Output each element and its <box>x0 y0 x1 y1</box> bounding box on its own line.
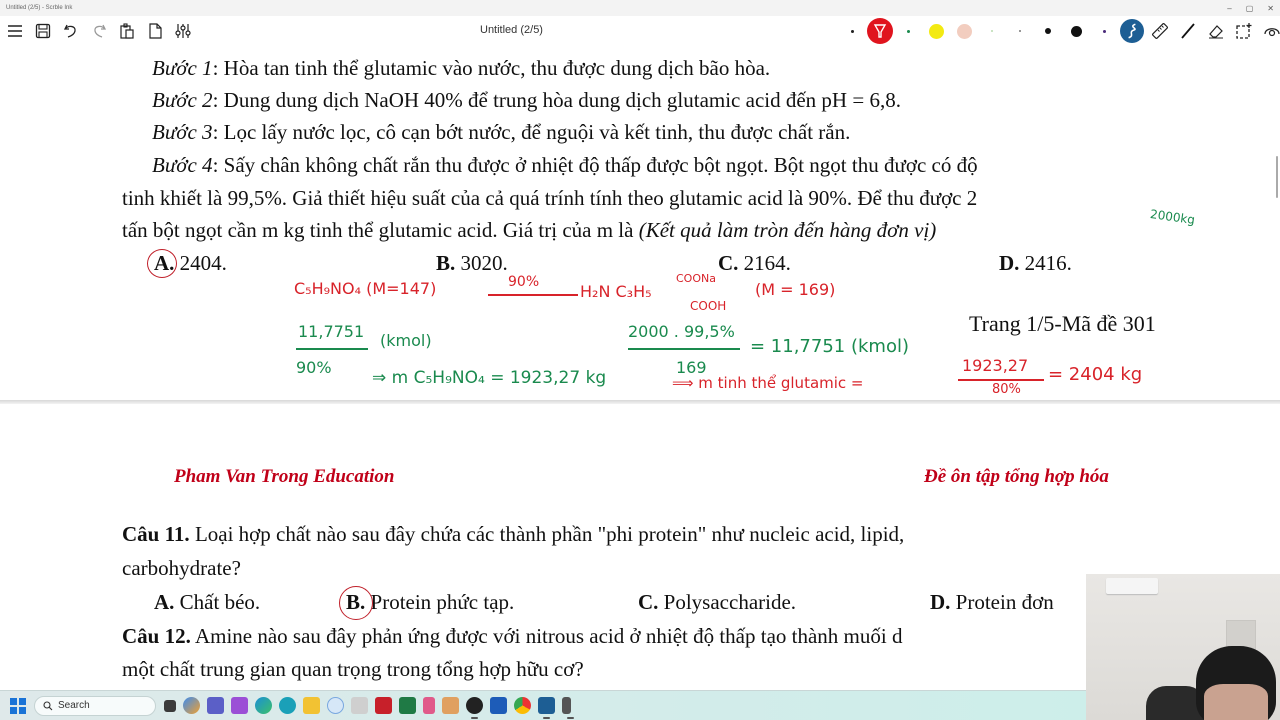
option-label: C. <box>638 590 659 614</box>
ink-note-2000kg: 2000kg <box>1149 206 1196 228</box>
pen-yellow[interactable] <box>922 17 950 45</box>
menu-button[interactable] <box>4 19 26 43</box>
paint-icon[interactable] <box>442 697 459 714</box>
q11-option-a[interactable] <box>154 590 260 615</box>
step-3 <box>152 120 850 145</box>
paste-icon <box>118 22 136 40</box>
ink-frac2-result: = 11,7751 (kmol) <box>750 336 909 357</box>
step-4-text: : Sấy chân không chất rắn thu được ở nhiệt độ thấp được bột ngọt. Bột ngọt thu được có độ <box>212 153 978 177</box>
clipchamp-icon[interactable] <box>231 697 248 714</box>
selection-button[interactable] <box>1230 17 1258 45</box>
pen-large-black[interactable] <box>1062 17 1090 45</box>
q11-option-c[interactable] <box>638 590 796 615</box>
question-11-line-2: carbohydrate? <box>122 556 241 580</box>
line-icon <box>1179 22 1197 40</box>
file-explorer-icon[interactable] <box>303 697 320 714</box>
ink-frac2-den: 169 <box>676 358 707 377</box>
step-1-text: : Hòa tan tinh thể glutamic vào nước, thu được dung dịch bão hòa. <box>212 56 771 80</box>
page-header-right: Đề ôn tập tổng hợp hóa <box>924 466 1109 487</box>
lasso-button[interactable] <box>1258 17 1280 45</box>
ruler-icon <box>1151 22 1169 40</box>
question-12-text: Amine nào sau đây phản ứng được với nitrous acid ở nhiệt độ thấp tạo thành muối d <box>190 624 903 648</box>
new-page-button[interactable] <box>144 19 166 43</box>
ink-result-1: ⇒ m C₅H₉NO₄ = 1923,27 kg <box>372 368 607 388</box>
answer-circle-b <box>339 586 373 620</box>
question-11-label: Câu 11. <box>122 522 190 546</box>
document-title: Untitled (2/5) <box>480 24 543 36</box>
ruler-button[interactable] <box>1146 17 1174 45</box>
ink-frac1-bar <box>296 348 368 350</box>
ink-frac3-num: 1923,27 <box>962 356 1029 375</box>
acrobat-icon[interactable] <box>375 697 392 714</box>
step-1-label: Bước 1 <box>152 56 213 80</box>
option-label: D. <box>999 251 1020 275</box>
ink-frac2-bar <box>628 348 740 350</box>
copilot-icon[interactable] <box>183 697 200 714</box>
new-page-icon <box>146 22 164 40</box>
pen-gray[interactable] <box>1006 17 1034 45</box>
answer-circle-a <box>147 249 177 278</box>
option-label: C. <box>718 251 739 275</box>
eraser-icon <box>1207 22 1225 40</box>
pen-peach[interactable] <box>950 17 978 45</box>
save-icon <box>34 22 52 40</box>
start-button[interactable] <box>10 698 26 714</box>
settings-sliders-icon <box>174 22 192 40</box>
pen-palette <box>838 17 1280 45</box>
vertical-scrollbar[interactable] <box>1276 156 1278 198</box>
question-line-5: tinh khiết là 99,5%. Giả thiết hiệu suất của cả quá trính tính theo glutamic acid là 90%. Để thu được 2 <box>122 186 978 210</box>
ink-frac1-unit: (kmol) <box>380 331 432 350</box>
undo-icon <box>62 22 80 40</box>
app-toolbar <box>0 16 1280 46</box>
ink-final-answer: = 2404 kg <box>1048 364 1143 385</box>
obs-icon[interactable] <box>466 697 483 714</box>
option-value: 2416. <box>1019 251 1072 275</box>
ink-result-2-label: ⟹ m tinh thể glutamic = <box>672 374 864 392</box>
settings-app-icon[interactable] <box>279 697 296 714</box>
ink-product-branch-1: COONa <box>676 272 716 285</box>
option-value: Protein đơn <box>950 590 1054 614</box>
option-value: 3020. <box>455 251 508 275</box>
line-button[interactable] <box>1174 17 1202 45</box>
pen-red-highlighter[interactable] <box>866 17 894 45</box>
paste-button[interactable] <box>116 19 138 43</box>
q10-option-b[interactable] <box>436 251 508 276</box>
ink-product-mass: (M = 169) <box>755 280 836 299</box>
step-4-label: Bước 4 <box>152 153 213 177</box>
step-1 <box>152 56 770 81</box>
question-line-6-text: tấn bột ngọt cần m kg tinh thể glutamic acid. Giá trị của m là <box>122 218 639 242</box>
option-label: D. <box>930 590 951 614</box>
minimize-button[interactable]: – <box>1227 3 1232 13</box>
ink-reactant: C₅H₉NO₄ (M=147) <box>294 279 437 298</box>
pen-tiny-green[interactable] <box>894 17 922 45</box>
step-2-label: Bước 2 <box>152 88 213 112</box>
step-3-label: Bước 3 <box>152 120 213 144</box>
freehand-ink-button[interactable] <box>1118 17 1146 45</box>
ink-frac3-bar <box>958 379 1044 381</box>
option-label: A. <box>154 251 175 275</box>
selection-icon <box>1235 22 1253 40</box>
ink-reaction-arrow <box>488 294 578 296</box>
option-label: A. <box>154 590 175 614</box>
presenter-face <box>1204 684 1268 720</box>
page-header-left: Pham Van Trong Education <box>174 466 395 487</box>
chrome-icon[interactable] <box>514 697 531 714</box>
window-titlebar <box>0 0 1280 16</box>
word-icon[interactable] <box>490 697 507 714</box>
phone-link-icon[interactable] <box>562 697 571 714</box>
excel-icon[interactable] <box>399 697 416 714</box>
q11-option-d[interactable] <box>930 590 1054 615</box>
ink-product: H₂N C₃H₅ <box>580 282 652 301</box>
scrble-ink-icon[interactable] <box>538 697 555 714</box>
question-12-line-2: một chất trung gian quan trọng trong tổng hợp hữu cơ? <box>122 657 584 681</box>
snipping-tool-icon[interactable] <box>423 697 435 714</box>
ink-frac3-den: 80% <box>992 382 1021 397</box>
option-label: B. <box>436 251 456 275</box>
lasso-icon <box>1263 22 1280 40</box>
ink-arrow-label: 90% <box>508 274 540 290</box>
app-title: Untitled (2/5) - Scrble Ink <box>6 5 73 11</box>
edge-icon[interactable] <box>255 697 272 714</box>
step-4 <box>152 153 978 178</box>
question-line-6 <box>122 218 936 243</box>
option-value: Chất béo. <box>174 590 261 614</box>
question-11 <box>122 522 904 547</box>
undo-button[interactable] <box>60 19 82 43</box>
option-label: B. <box>346 590 366 614</box>
calculator-icon[interactable] <box>351 697 368 714</box>
question-11-text: Loại hợp chất nào sau đây chứa các thành phần "phi protein" như nucleic acid, lipid, <box>189 522 905 546</box>
option-value: 2164. <box>738 251 791 275</box>
save-button[interactable] <box>32 19 54 43</box>
ink-product-branch-2: COOH <box>690 299 727 313</box>
air-conditioner <box>1106 578 1158 594</box>
task-view-icon[interactable] <box>164 700 176 712</box>
eraser-button[interactable] <box>1202 17 1230 45</box>
step-2-text: : Dung dung dịch NaOH 40% để trung hòa dung dịch glutamic acid đến pH = 6,8. <box>212 88 901 112</box>
freehand-ink-icon <box>1120 19 1144 43</box>
highlighter-icon <box>867 18 893 44</box>
search-placeholder: Search <box>58 700 90 711</box>
ink-frac1-num: 11,7751 <box>298 322 365 341</box>
question-12 <box>122 624 902 649</box>
pen-small-black[interactable] <box>1034 17 1062 45</box>
q10-option-c[interactable] <box>718 251 791 276</box>
redo-icon <box>90 22 108 40</box>
question-12-label: Câu 12. <box>122 624 191 648</box>
teams-icon[interactable] <box>207 697 224 714</box>
maximize-button[interactable]: ▢ <box>1245 3 1254 13</box>
taskbar-search[interactable] <box>34 696 156 716</box>
page-footer: Trang 1/5-Mã đề 301 <box>969 311 1156 336</box>
taskbar-apps <box>164 697 571 714</box>
windows-logo-icon <box>10 698 17 705</box>
webcam-overlay <box>1086 574 1280 720</box>
menu-icon <box>6 22 24 40</box>
step-2 <box>152 88 901 113</box>
rounding-note: (Kết quả làm tròn đến hàng đơn vị) <box>638 218 937 242</box>
option-value: 2404. <box>174 251 227 275</box>
option-value: Protein phức tạp. <box>365 590 515 614</box>
zalo-icon[interactable] <box>327 697 344 714</box>
page-separator <box>0 400 1280 404</box>
redo-button[interactable] <box>88 19 110 43</box>
ink-frac2-num: 2000 . 99,5% <box>628 322 735 341</box>
windows-taskbar <box>0 690 1086 720</box>
window-controls <box>1227 0 1274 16</box>
ink-frac1-den: 90% <box>296 358 332 377</box>
step-3-text: : Lọc lấy nước lọc, cô cạn bớt nước, để nguội và kết tinh, thu được chất rắn. <box>212 120 851 144</box>
toolbar-left-group <box>4 19 194 43</box>
search-icon <box>43 701 53 711</box>
pen-tiny-black[interactable] <box>838 17 866 45</box>
q10-option-d[interactable] <box>999 251 1072 276</box>
pen-purple[interactable] <box>1090 17 1118 45</box>
pen-light-green[interactable] <box>978 17 1006 45</box>
settings-button[interactable] <box>172 19 194 43</box>
option-value: Polysaccharide. <box>658 590 797 614</box>
close-button[interactable]: ✕ <box>1267 3 1274 13</box>
